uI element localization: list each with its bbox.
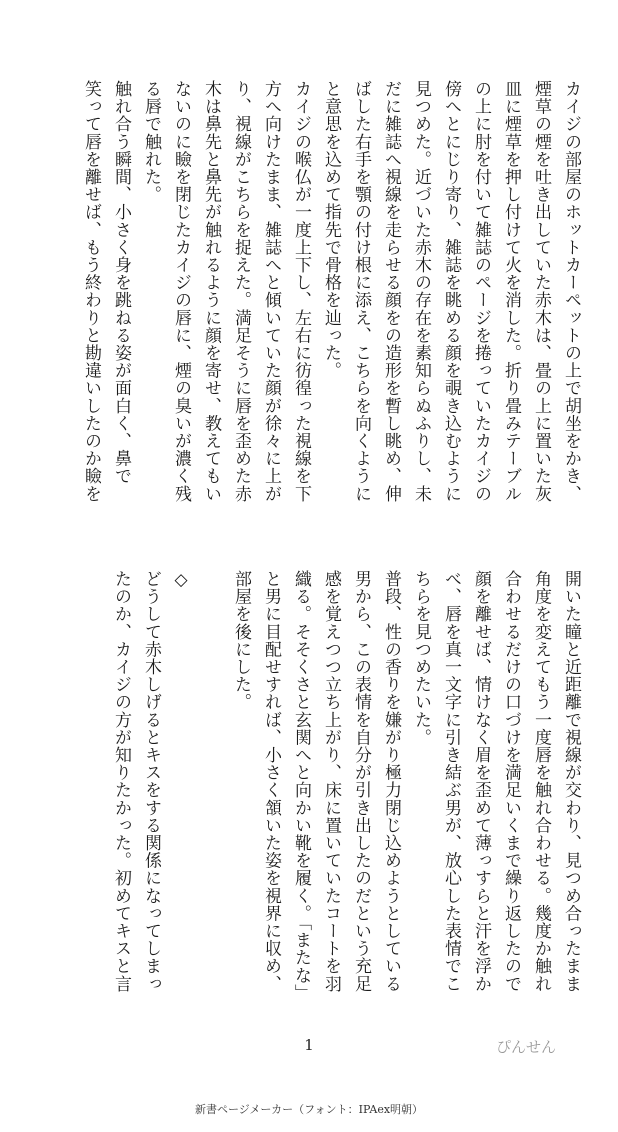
text-line: カイジの喉仏が一度上下し、左右に彷徨った視線を下 [291,80,311,503]
text-line: 開いた瞳と近距離で視線が交わり、見つめ合ったまま [561,570,581,993]
text-line: 見つめた。近づいた赤木の存在を素知らぬふりし、未 [411,80,431,503]
page-number: 1 [304,1036,314,1054]
text-line: 角度を変えてもう一度唇を触れ合わせる。幾度か触れ [531,570,551,993]
text-line: 笑って唇を離せば、もう終わりと勘違いしたのか瞼を [81,80,101,503]
text-line: ないのに瞼を閉じたカイジの唇に、煙の臭いが濃く残 [171,80,191,503]
text-line: 合わせるだけの口づけを満足いくまで繰り返したので [501,570,521,993]
text-line: 皿に煙草を押し付けて火を消した。折り畳みテーブル [501,80,521,503]
text-line: 方へ向けたまま、雑誌へと傾いていた顔が徐々に上が [261,80,281,503]
author-name: ぴんせん [495,1038,556,1056]
text-line: だに雑誌へ視線を走らせる顔をの造形を暫し眺め、伸 [381,80,401,503]
text-line: 部屋を後にした。 [231,570,251,711]
text-column-bottom [56,570,586,1025]
text-line: り、視線がこちらを捉えた。満足そうに唇を歪めた赤 [231,80,251,503]
text-line: カイジの部屋のホットカーペットの上で胡坐をかき、 [561,80,581,503]
text-line: 傍へとにじり寄り、雑誌を眺める顔を覗き込むように [441,80,461,503]
text-line: 木は鼻先と鼻先が触れるように顔を寄せ、教えてもい [201,80,221,503]
text-line: 普段、性の香りを嫌がり極力閉じ込めようとしている [381,570,401,993]
text-line: 男から、この表情を自分が引き出したのだという充足 [351,570,371,993]
text-line: の上に肘を付いて雑誌のページを捲っていたカイジの [471,80,491,503]
text-line: ばした右手を顎の付け根に添え、こちらを向くように [351,80,371,503]
footer-credit: 新書ページメーカー（フォント：IPAex明朝） [194,1103,424,1116]
blank-line [196,570,226,1025]
text-line: 顔を離せば、情けなく眉を歪めて薄っすらと汗を浮か [471,570,491,993]
text-line: と男に目配せすれば、小さく頷いた姿を視界に収め、 [261,570,281,993]
text-line: たのか、カイジの方が知りたかった。初めてキスと言 [111,570,131,993]
text-line: どうして赤木しげるとキスをする関係になってしまっ [141,570,161,993]
text-line: 織る。そそくさと玄関へと向かい靴を履く。「またな」 [291,570,311,1002]
section-break-diamond: ◇ [171,570,191,591]
text-line: べ、唇を真一文字に引き結ぶ男が、放心した表情でこ [441,570,461,993]
text-line: 煙草の煙を吐き出していた赤木は、畳の上に置いた灰 [531,80,551,503]
text-line: る唇で触れた。 [141,80,161,204]
text-line: と意思を込めて指先で骨格を辿った。 [321,80,341,380]
text-line: ちらを見つめたいた。 [411,570,431,746]
text-column-top [56,80,586,535]
text-line: 触れ合う瞬間、小さく身を跳ねる姿が面白く、鼻で [111,80,131,485]
text-line: 感を覚えつつ立ち上がり、床に置いていたコートを羽 [321,570,341,993]
